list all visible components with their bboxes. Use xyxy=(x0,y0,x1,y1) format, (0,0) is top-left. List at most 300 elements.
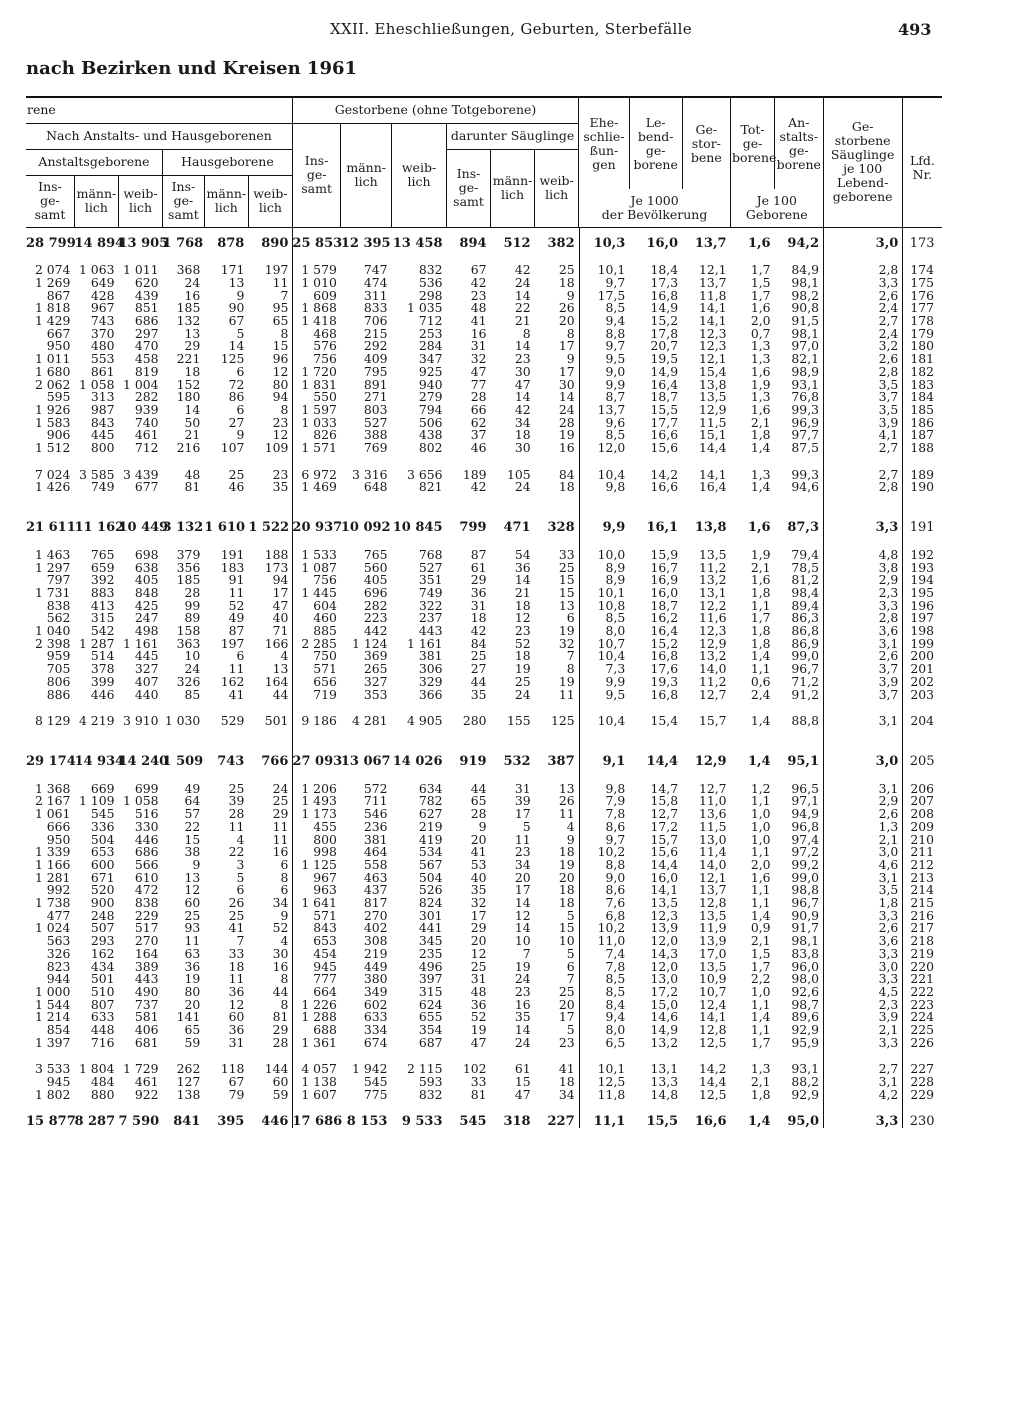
value-cell: 1,3 xyxy=(750,466,771,482)
value-cell: 13,7 xyxy=(698,274,727,290)
value-cell: 10 449 xyxy=(118,520,169,536)
value-cell: 967 xyxy=(90,300,115,316)
value-cell: 107 xyxy=(220,440,245,456)
value-cell: 1 579 xyxy=(301,262,337,278)
value-cell: 389 xyxy=(134,958,159,974)
value-cell: 891 xyxy=(363,376,388,392)
value-cell: 501 xyxy=(264,713,289,729)
value-cell: 832 xyxy=(418,262,443,278)
value-cell: 504 xyxy=(90,831,115,847)
value-cell: 95,1 xyxy=(787,754,820,769)
value-cell: 686 xyxy=(134,844,159,860)
lfd-nr-cell: 204 xyxy=(910,713,934,729)
value-cell: 1,3 xyxy=(750,389,771,405)
value-cell: 17,8 xyxy=(650,325,679,341)
value-cell: 2,3 xyxy=(878,996,899,1012)
lfd-nr-cell: 219 xyxy=(910,945,934,961)
value-cell: 12 xyxy=(272,363,289,379)
value-cell: 566 xyxy=(134,856,159,872)
value-cell: 16 xyxy=(272,958,289,974)
value-cell: 4,2 xyxy=(878,1086,899,1102)
value-cell: 164 xyxy=(264,673,289,689)
value-cell: 8 xyxy=(280,996,289,1012)
value-cell: 347 xyxy=(418,351,443,367)
value-cell: 12,7 xyxy=(698,686,727,702)
value-cell: 25 xyxy=(228,780,245,796)
value-cell: 15,7 xyxy=(650,831,679,847)
value-cell: 1 124 xyxy=(352,635,388,651)
value-cell: 10,1 xyxy=(597,584,626,600)
value-cell: 41 xyxy=(228,920,245,936)
value-cell: 11,0 xyxy=(698,793,727,809)
value-cell: 293 xyxy=(90,933,115,949)
lfd-nr-cell: 182 xyxy=(910,363,934,379)
value-cell: 648 xyxy=(363,479,388,495)
value-cell: 550 xyxy=(313,389,337,405)
value-cell: 2,8 xyxy=(878,610,899,626)
value-cell: 2,1 xyxy=(750,414,771,430)
kreis-row xyxy=(26,715,942,728)
value-cell: 229 xyxy=(134,907,159,923)
lfd-nr-cell: 214 xyxy=(910,882,934,898)
lfd-nr-cell: 208 xyxy=(910,806,934,822)
value-cell: 16,8 xyxy=(650,686,679,702)
value-cell: 604 xyxy=(313,597,337,613)
value-cell: 510 xyxy=(90,983,115,999)
value-cell: 1 512 xyxy=(34,440,71,456)
value-cell: 6 xyxy=(566,610,575,626)
lfd-nr-cell: 225 xyxy=(910,1022,934,1038)
value-cell: 1 831 xyxy=(301,376,337,392)
value-cell: 542 xyxy=(90,623,115,639)
value-cell: 593 xyxy=(418,1074,443,1090)
value-cell: 8 129 xyxy=(34,713,71,729)
value-cell: 10 xyxy=(558,933,575,949)
value-cell: 279 xyxy=(418,389,443,405)
value-cell: 11 xyxy=(228,661,245,677)
value-cell: 24 xyxy=(514,686,531,702)
value-cell: 19,5 xyxy=(650,351,679,367)
value-cell: 3,6 xyxy=(878,623,899,639)
value-cell: 8 xyxy=(280,325,289,341)
lfd-nr-cell: 220 xyxy=(910,958,934,974)
value-cell: 47 xyxy=(514,376,531,392)
value-cell: 26 xyxy=(558,793,575,809)
value-cell: 23 xyxy=(272,466,289,482)
value-cell: 85 xyxy=(184,686,201,702)
value-cell: 945 xyxy=(313,958,337,974)
value-cell: 3,6 xyxy=(878,933,899,949)
value-cell: 88,2 xyxy=(791,1074,820,1090)
value-cell: 743 xyxy=(217,754,245,769)
value-cell: 15,4 xyxy=(650,713,679,729)
value-cell: 27 093 xyxy=(292,754,343,769)
value-cell: 378 xyxy=(90,661,115,677)
value-cell: 25 xyxy=(184,907,201,923)
value-cell: 16 xyxy=(558,440,575,456)
value-cell: 301 xyxy=(418,907,443,923)
value-cell: 8,5 xyxy=(605,427,626,443)
value-cell: 387 xyxy=(547,754,575,769)
value-cell: 1,1 xyxy=(750,597,771,613)
value-cell: 11 xyxy=(514,831,531,847)
value-cell: 1,8 xyxy=(878,895,899,911)
value-cell: 8,5 xyxy=(605,610,626,626)
value-cell: 94 xyxy=(272,572,289,588)
value-cell: 32 xyxy=(558,635,575,651)
value-cell: 1,6 xyxy=(750,363,771,379)
value-cell: 11 xyxy=(272,818,289,834)
value-cell: 2 074 xyxy=(34,262,71,278)
value-cell: 1,4 xyxy=(750,907,771,923)
value-cell: 308 xyxy=(363,933,388,949)
value-cell: 11,8 xyxy=(698,287,727,303)
value-cell: 800 xyxy=(90,440,115,456)
header-anstaltsgeborene: Anstaltsgeborene xyxy=(26,149,163,175)
value-cell: 428 xyxy=(90,287,115,303)
value-cell: 16,4 xyxy=(698,479,727,495)
value-cell: 236 xyxy=(363,818,388,834)
value-cell: 11 xyxy=(228,971,245,987)
value-cell: 5 xyxy=(236,325,245,341)
value-cell: 14,4 xyxy=(698,1074,727,1090)
value-cell: 14,1 xyxy=(698,313,727,329)
spacer-cell xyxy=(26,494,942,522)
value-cell: 442 xyxy=(363,623,388,639)
value-cell: 967 xyxy=(313,869,337,885)
value-cell: 20 xyxy=(558,996,575,1012)
bezirk-total-row xyxy=(26,238,942,251)
value-cell: 11 xyxy=(272,831,289,847)
value-cell: 98,4 xyxy=(791,584,820,600)
value-cell: 30 xyxy=(514,440,531,456)
value-cell: 353 xyxy=(363,686,388,702)
value-cell: 1,8 xyxy=(750,623,771,639)
value-cell: 23 xyxy=(514,844,531,860)
value-cell: 141 xyxy=(176,1009,201,1025)
value-cell: 16,0 xyxy=(650,584,679,600)
value-cell: 1 607 xyxy=(301,1086,337,1102)
value-cell: 12,5 xyxy=(597,1074,626,1090)
value-cell: 345 xyxy=(418,933,443,949)
value-cell: 1 035 xyxy=(407,300,443,316)
value-cell: 14,4 xyxy=(646,754,679,769)
value-cell: 696 xyxy=(363,584,388,600)
value-cell: 440 xyxy=(134,686,159,702)
lfd-nr-cell: 218 xyxy=(910,933,934,949)
value-cell: 3,8 xyxy=(878,559,899,575)
value-cell: 17 686 xyxy=(292,1113,343,1129)
value-cell: 14,9 xyxy=(650,300,679,316)
value-cell: 46 xyxy=(228,479,245,495)
value-cell: 99,3 xyxy=(791,466,820,482)
value-cell: 667 xyxy=(46,325,71,341)
value-cell: 461 xyxy=(134,1074,159,1090)
value-cell: 180 xyxy=(176,389,201,405)
value-cell: 512 xyxy=(503,235,531,251)
value-cell: 6,5 xyxy=(605,1034,626,1050)
value-cell: 22 xyxy=(514,300,531,316)
value-cell: 81 xyxy=(184,479,201,495)
bezirk-total-row xyxy=(26,522,942,535)
value-cell: 366 xyxy=(418,686,443,702)
value-cell: 20 937 xyxy=(292,520,343,536)
value-cell: 33 xyxy=(470,1074,487,1090)
value-cell: 0,7 xyxy=(750,325,771,341)
value-cell: 311 xyxy=(363,287,388,303)
value-cell: 15 xyxy=(272,338,289,354)
value-cell: 7,9 xyxy=(605,793,626,809)
value-cell: 8,4 xyxy=(605,996,626,1012)
value-cell: 15,2 xyxy=(650,635,679,651)
value-cell: 13 xyxy=(184,325,201,341)
header-lfd-nr: Lfd. Nr. xyxy=(902,97,942,227)
value-cell: 62 xyxy=(470,414,487,430)
value-cell: 16 xyxy=(272,844,289,860)
value-cell: 468 xyxy=(313,325,337,341)
value-cell: 1 000 xyxy=(34,983,71,999)
lfd-nr-cell: 229 xyxy=(910,1086,934,1102)
value-cell: 950 xyxy=(46,338,71,354)
value-cell: 18 xyxy=(228,958,245,974)
value-cell: 284 xyxy=(418,338,443,354)
value-cell: 861 xyxy=(90,363,115,379)
value-cell: 215 xyxy=(363,325,388,341)
value-cell: 41 xyxy=(470,844,487,860)
value-cell: 558 xyxy=(363,856,388,872)
value-cell: 24 xyxy=(514,479,531,495)
value-cell: 10,7 xyxy=(698,983,727,999)
value-cell: 19,3 xyxy=(650,673,679,689)
value-cell: 8 xyxy=(522,325,531,341)
value-cell: 1 368 xyxy=(34,780,71,796)
header-je-1000: Je 1000 der Bevölkerung xyxy=(579,189,731,227)
value-cell: 1,6 xyxy=(750,869,771,885)
value-cell: 571 xyxy=(313,661,337,677)
value-cell: 86,9 xyxy=(791,635,820,651)
value-cell: 406 xyxy=(134,1022,159,1038)
value-cell: 1,1 xyxy=(750,661,771,677)
value-cell: 595 xyxy=(46,389,71,405)
value-cell: 1 802 xyxy=(34,1086,71,1102)
value-cell: 3,3 xyxy=(875,1113,899,1129)
page-number: 493 xyxy=(898,20,932,39)
value-cell: 14 xyxy=(514,920,531,936)
value-cell: 15,5 xyxy=(650,401,679,417)
value-cell: 1 522 xyxy=(248,520,290,536)
table-header xyxy=(26,97,942,227)
value-cell: 634 xyxy=(418,780,443,796)
value-cell: 15,6 xyxy=(650,844,679,860)
value-cell: 14,0 xyxy=(698,661,727,677)
value-cell: 460 xyxy=(313,610,337,626)
value-cell: 8,9 xyxy=(605,572,626,588)
value-cell: 740 xyxy=(134,414,159,430)
value-cell: 38 xyxy=(184,844,201,860)
value-cell: 4 xyxy=(236,831,245,847)
value-cell: 9,7 xyxy=(605,831,626,847)
value-cell: 92,9 xyxy=(791,1022,820,1038)
value-cell: 765 xyxy=(363,546,388,562)
lfd-nr-cell: 196 xyxy=(910,597,934,613)
value-cell: 16,6 xyxy=(650,427,679,443)
value-cell: 96,5 xyxy=(791,780,820,796)
value-cell: 747 xyxy=(363,262,388,278)
value-cell: 94,6 xyxy=(791,479,820,495)
value-cell: 96,7 xyxy=(791,895,820,911)
lfd-nr-cell: 210 xyxy=(910,831,934,847)
value-cell: 16,7 xyxy=(650,559,679,575)
value-cell: 336 xyxy=(90,818,115,834)
value-cell: 407 xyxy=(134,673,159,689)
value-cell: 11,1 xyxy=(593,1113,626,1129)
value-cell: 9,0 xyxy=(605,869,626,885)
value-cell: 223 xyxy=(363,610,388,626)
value-cell: 1 426 xyxy=(34,479,71,495)
value-cell: 28 xyxy=(470,806,487,822)
value-cell: 756 xyxy=(313,351,337,367)
value-cell: 9,6 xyxy=(605,414,626,430)
lfd-nr-cell: 178 xyxy=(910,313,934,329)
value-cell: 67 xyxy=(228,1074,245,1090)
value-cell: 88,8 xyxy=(791,713,820,729)
value-cell: 60 xyxy=(184,895,201,911)
value-cell: 851 xyxy=(134,300,159,316)
value-cell: 19 xyxy=(558,427,575,443)
value-cell: 36 xyxy=(228,1022,245,1038)
value-cell: 155 xyxy=(506,713,531,729)
value-cell: 32 xyxy=(470,895,487,911)
value-cell: 2,6 xyxy=(878,806,899,822)
value-cell: 14,1 xyxy=(698,300,727,316)
value-cell: 13,6 xyxy=(698,806,727,822)
value-cell: 17,7 xyxy=(650,414,679,430)
value-cell: 83,8 xyxy=(791,945,820,961)
lfd-nr-cell: 203 xyxy=(910,686,934,702)
value-cell: 71,2 xyxy=(791,673,820,689)
value-cell: 191 xyxy=(220,546,245,562)
value-cell: 24 xyxy=(514,274,531,290)
value-cell: 24 xyxy=(184,661,201,677)
value-cell: 1,3 xyxy=(878,818,899,834)
value-cell: 443 xyxy=(134,971,159,987)
value-cell: 867 xyxy=(46,287,71,303)
value-cell: 20 xyxy=(514,869,531,885)
value-cell: 2,2 xyxy=(750,971,771,987)
value-cell: 1 418 xyxy=(301,313,337,329)
value-cell: 11,5 xyxy=(698,414,727,430)
value-cell: 12,9 xyxy=(698,401,727,417)
value-cell: 2,4 xyxy=(878,325,899,341)
value-cell: 28 xyxy=(184,584,201,600)
lfd-nr-cell: 206 xyxy=(910,780,934,796)
value-cell: 96,7 xyxy=(791,661,820,677)
value-cell: 838 xyxy=(46,597,71,613)
value-cell: 1,4 xyxy=(750,648,771,664)
value-cell: 4 xyxy=(566,818,575,834)
value-cell: 1,1 xyxy=(750,996,771,1012)
value-cell: 12 xyxy=(470,945,487,961)
value-cell: 397 xyxy=(418,971,443,987)
value-cell: 686 xyxy=(134,313,159,329)
value-cell: 712 xyxy=(418,313,443,329)
value-cell: 47 xyxy=(272,597,289,613)
value-cell: 29 xyxy=(272,1022,289,1038)
value-cell: 315 xyxy=(90,610,115,626)
value-cell: 5 xyxy=(236,869,245,885)
value-cell: 7,6 xyxy=(605,895,626,911)
value-cell: 1 583 xyxy=(34,414,71,430)
value-cell: 329 xyxy=(418,673,443,689)
value-cell: 10,8 xyxy=(597,597,626,613)
value-cell: 620 xyxy=(134,274,159,290)
value-cell: 3,9 xyxy=(878,1009,899,1025)
value-cell: 14,1 xyxy=(698,466,727,482)
value-cell: 16,9 xyxy=(650,572,679,588)
value-cell: 13,9 xyxy=(698,933,727,949)
value-cell: 1,4 xyxy=(750,1009,771,1025)
value-cell: 64 xyxy=(184,793,201,809)
value-cell: 13,0 xyxy=(698,831,727,847)
value-cell: 8,6 xyxy=(605,882,626,898)
value-cell: 322 xyxy=(418,597,443,613)
value-cell: 653 xyxy=(90,844,115,860)
value-cell: 807 xyxy=(90,996,115,1012)
value-cell: 799 xyxy=(459,520,487,536)
value-cell: 1 010 xyxy=(301,274,337,290)
value-cell: 2,8 xyxy=(878,363,899,379)
value-cell: 328 xyxy=(547,520,575,536)
value-cell: 44 xyxy=(272,983,289,999)
value-cell: 1 610 xyxy=(204,520,246,536)
value-cell: 669 xyxy=(90,780,115,796)
value-cell: 5 xyxy=(566,1022,575,1038)
value-cell: 31 xyxy=(470,338,487,354)
value-cell: 1 030 xyxy=(164,713,201,729)
value-cell: 80 xyxy=(184,983,201,999)
value-cell: 9,8 xyxy=(605,479,626,495)
table-subtitle: nach Bezirken und Kreisen 1961 xyxy=(26,58,358,79)
value-cell: 363 xyxy=(176,635,201,651)
value-cell: 1,4 xyxy=(750,440,771,456)
value-cell: 405 xyxy=(363,572,388,588)
lfd-nr-cell: 173 xyxy=(909,235,935,251)
value-cell: 35 xyxy=(514,1009,531,1025)
value-cell: 507 xyxy=(90,920,115,936)
value-cell: 10,1 xyxy=(597,1061,626,1077)
value-cell: 1 063 xyxy=(78,262,115,278)
value-cell: 826 xyxy=(313,427,337,443)
value-cell: 841 xyxy=(173,1113,201,1129)
value-cell: 19 xyxy=(558,673,575,689)
value-cell: 514 xyxy=(90,648,115,664)
value-cell: 11,2 xyxy=(698,673,727,689)
value-cell: 9,8 xyxy=(605,780,626,796)
value-cell: 545 xyxy=(363,1074,388,1090)
value-cell: 15,5 xyxy=(646,1113,679,1129)
value-cell: 3,1 xyxy=(878,1074,899,1090)
value-cell: 2,7 xyxy=(878,313,899,329)
value-cell: 13 xyxy=(184,869,201,885)
value-cell: 99,0 xyxy=(791,648,820,664)
value-cell: 3,1 xyxy=(878,780,899,796)
value-cell: 34 xyxy=(272,895,289,911)
value-cell: 2,8 xyxy=(878,479,899,495)
value-cell: 2,6 xyxy=(878,920,899,936)
lfd-nr-cell: 181 xyxy=(910,351,934,367)
value-cell: 1,7 xyxy=(750,287,771,303)
value-cell: 1,6 xyxy=(750,572,771,588)
